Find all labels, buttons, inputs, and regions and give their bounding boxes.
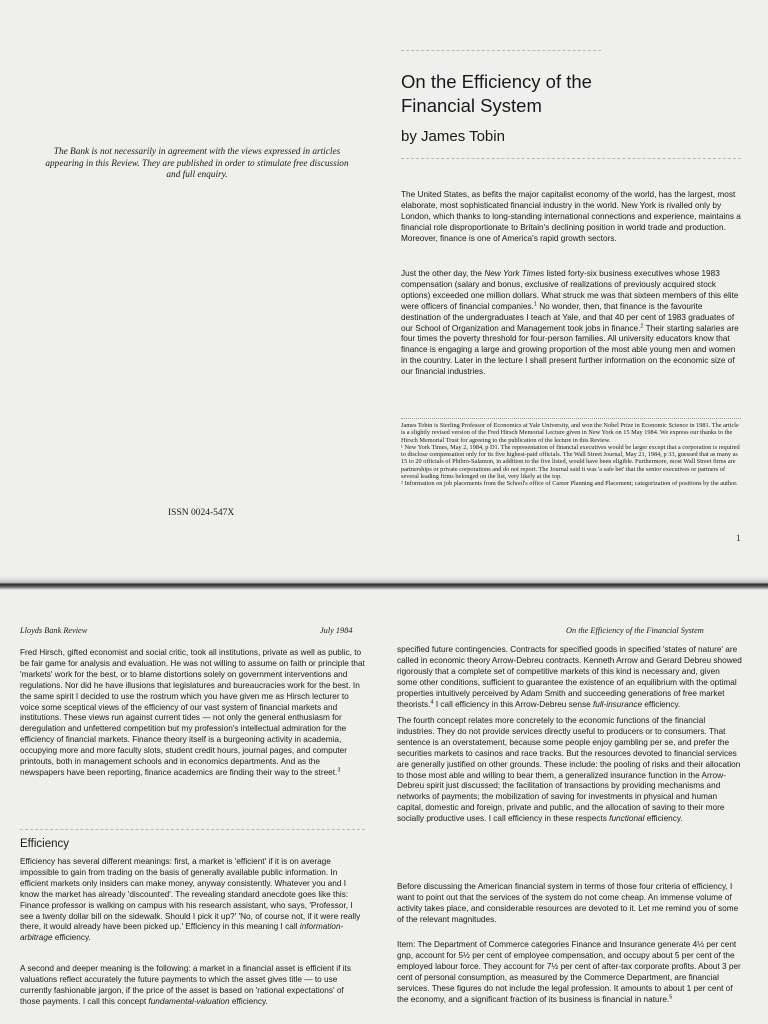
left-p1-text: Fred Hirsch, gifted economist and social critic, took all institutions, private as well as public, to be fair game for analysis and evaluation. He was not willing to assume on faith or principle that 'markets' work for the best, or to blame distortions solely on government interventions and regulations. Nor did he have illusions that legislatures and bureaucracies work for the best. In the same spirit I decided to use the rostrum which you have given me as Hirsch lecturer to voice some sceptical views of the efficiency of our vast system of financial markets and institutions. These views run against current tides — not only the general enthusiasm for deregulation and unfettered competition but my profession's intellectual admiration for the efficiency of financial markets. Finance theory itself is a burgeoning activity in academia, occupying more and more faculty slots, student credit hours, journal pages, and computer printouts, both in management schools and in economics departments. And as the newspapers have been reporting, finance academics are finding their way to the street. [20,648,365,777]
footnote-author: James Tobin is Sterling Professor of Economics at Yale University, and won the Nobel Prize in Economic Science in 1981. The article is a slightly revised version of the Fred Hirsch Memorial Lecture given in New York on 15 May 1984. We express our thanks to the Hirsch Memorial Trust for agreeing to the publication of the lecture in this Review. [401,422,739,444]
right-paragraph-4 [397,940,742,1005]
left-paragraph-3 [20,964,365,1008]
running-header-date: July 1984 [320,626,353,635]
footnote-1: ¹ New York Times, May 2, 1984, p D1. The representation of financial executives would be larger except that a corporation is required to disclose compensation only for its five highest-paid officials. The Wall Street Journal, May 21, 1984, p 33, guessed that as many as 15 to 20 officials of Phibro-Salamon, in addition to the five listed, would have been eligible. Furthermore, most Wall Street firms are partnerships or private corporations and do not report. The Journal said it was 'a safe bet' that the senior executives or partners of several leading firms belonged on the list, very likely at the top. [401,443,740,481]
right-p1-text-a: specified future contingencies. Contracts for specified goods in specified 'states of nature' are called in economic theory Arrow-Debreu contracts. Kenneth Arrow and Gerard Debreu showed rigorously that a complete set of competitive markets of this kind is necessary and, given some other conditions, sufficient to guarantee the existence of an equilibrium with the optimal properties intuitively perceived by Adam Smith and succeeding generations of free market theorists. [397,645,742,709]
para2-text-a: Just the other day, the [401,269,485,278]
right-p2-italic: functional [609,814,645,824]
right-p2-text-a: The fourth concept relates more concretely to the economic functions of the financial industries. They do not provide services directly useful to producers or to consumers. That sentence is an overstatement, because some people enjoy gambling per se, and prefer the securities markets to casinos and race tracks. But the resources devoted to financial services are generally justified on other grounds. These include: the pooling of risks and their allocation to those most able and willing to bear them, a generalized insurance function in the Arrow-Debreu spirit just discussed; the facilitation of transactions by providing mechanisms and networks of payments; the mobilization of saving for investments in physical and human capital, domestic and foreign, private and public, and the allocation of saving to their more socially productive uses. I call efficiency in these respects [397,716,741,824]
left-p2-text-a: Efficiency has several different meanings: first, a market is 'efficient' if it is on average impossible to gain from trading on the basis of generally available public information. In efficient markets only insiders can make money, anyway consistently. Whatever you and I know the market has already 'discounted'. The revealing standard anecdote goes like this: Finance professor is walking on campus with his research assistant, who says, 'Professor, I see a twenty dollar bill on the sidewalk. Should I pick it up?' 'No, of course not, if it were really there, it would already have been picked up.' Efficiency in this meaning I call [20,857,361,932]
left-p3-text-b: efficiency. [229,996,268,1006]
footnote-ref-1: 1 [533,300,537,307]
left-paragraph-2 [20,857,365,944]
para2-text-b: listed forty-six business executives whose 1983 compensation (salary and bonus, exclusive of realizations of previously acquired stock options) exceeded one million dollars. What struck me was that sixteen members of this elite were officers of financial companies. [401,269,739,311]
section-rule [20,829,365,830]
section-heading: Efficiency [20,838,70,850]
right-p1-text-b: I call efficiency in this Arrow-Debreu sense [433,699,593,709]
byline: by James Tobin [401,128,505,145]
footnotes [401,422,741,488]
footnote-rule [401,418,741,419]
footnote-2: ² Information on job placements from the School's office of Career Planning and Placement; categorization of positions by the author. [401,480,738,488]
title-line-1: On the Efficiency of the [401,71,592,92]
right-p1-text-c: efficiency. [642,699,681,709]
right-paragraph-3: Before discussing the American financial system in terms of those four criteria of efficiency, I want to point out that the services of the system do not come cheap. An immense volume of activity takes place, and considerable resources are devoted to it. Let me remind you of some of the relevant magnitudes. [397,882,739,924]
left-p3-italic: fundamental-valuation [148,996,230,1006]
page-number: 1 [736,533,741,543]
left-p2-text-b: efficiency. [52,933,91,943]
byline-rule [401,158,741,159]
intro-paragraph-1: The United States, as befits the major capitalist economy of the world, has the largest, most elaborate, most sophisticated financial industry in the world. New York is rivalled only by London, which thanks to long-standing international connections and experience, maintains a financial role disproportionate to Britain's declining position in world trade and production. Moreover, finance is one of America's rapid growth sectors. [401,190,741,243]
right-p2-text-b: efficiency. [644,814,683,824]
right-p1-italic: full-insurance [592,699,643,709]
para2-italic: New York Times [484,269,545,278]
disclaimer: The Bank is not necessarily in agreement with the views expressed in articles appearing in this Review. They are published in order to stimulate free discussion and full enquiry. [45,147,349,181]
left-p2-italic: information-arbitrage [20,922,344,943]
right-paragraph-1 [397,645,742,710]
right-p4-text: Item: The Department of Commerce categories Finance and Insurance generate 4½ per cent gnp, account for 5½ per cent of employee compensation, and occupy about 5 per cent of the employed labour force. They account for 7½ per cent of after-tax corporate profits. About 3 per cent of personal consumption, as measured by the Commerce Department, are financial services. These figures do not include the legal profession. It amounts to about 1 per cent of the economy, and a significant fraction of its business is financial in nature. [397,940,741,1004]
left-paragraph-1 [20,648,365,779]
para2-text-d: Their starting salaries are four times the poverty threshold for four-person families. All university educators know that finance is engaging a large and growing proportion of the most able young men and women in the country. Later in the lecture I shall present further information on the economic size of our financial industries. [401,323,739,377]
right-paragraph-2 [397,716,742,825]
title-line-2: Financial System [401,95,542,116]
top-faint-rule [401,50,601,51]
running-header-title: On the Efficiency of the Financial System [566,626,704,635]
page-divider [0,576,768,590]
para2-text-c: No wonder, then, that finance is the favourite destination of the undergraduates I teach at Yale, and that 40 per cent of 1983 graduates of our School of Organization and Management took jobs in finance. [401,301,735,333]
left-p3-text-a: A second and deeper meaning is the following: a market in a financial asset is efficient if its valuations reflect accurately the future payments to which the asset gives title — to use currently fashionable jargon, if the price of the asset is based on 'rational expectations' of those payments. I call this concept [20,964,351,1006]
footnote-ref-5: 5 [669,993,673,1000]
footnote-ref-2: 2 [640,322,644,329]
intro-paragraph-2 [401,269,741,378]
issn: ISSN 0024-547X [168,508,235,518]
footnote-ref-4: 4 [430,698,434,705]
article-title [401,70,741,118]
footnote-ref-3: 3 [337,767,341,774]
running-header-journal: Lloyds Bank Review [20,626,88,635]
